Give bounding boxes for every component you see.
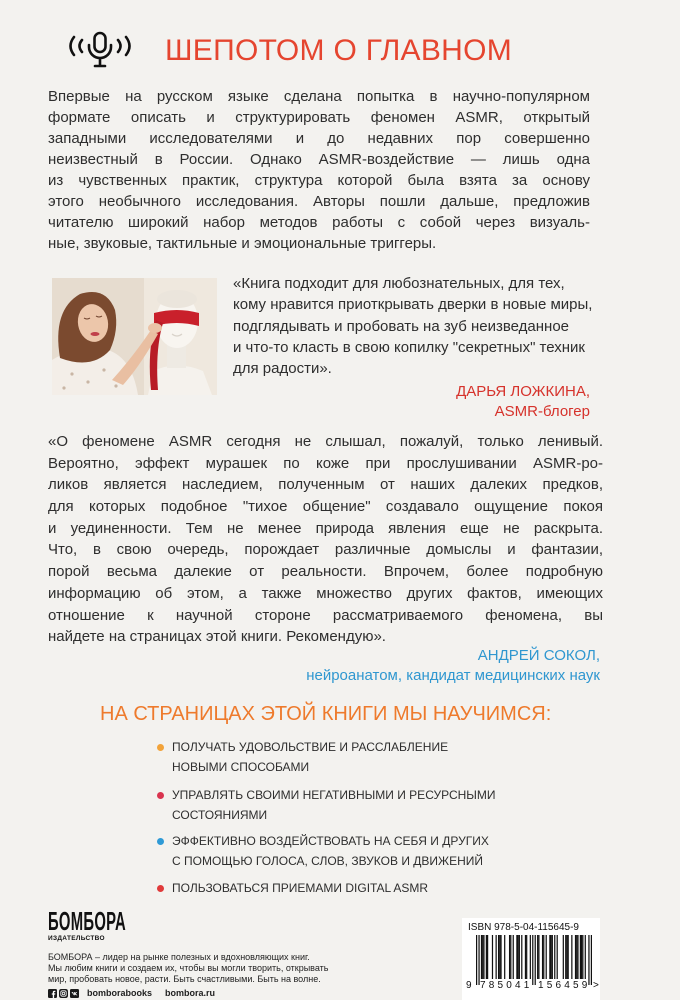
barcode-bar <box>498 935 499 979</box>
barcode-bar <box>481 935 482 979</box>
publisher-about-line: мир, пробовать новое, расти. Быть счастливыми. Быть на волне. <box>48 974 321 984</box>
barcode-bar <box>482 935 483 979</box>
list-item-line: ЭФФЕКТИВНО ВОЗДЕЙСТВОВАТЬ НА СЕБЯ И ДРУГИХ <box>172 834 489 848</box>
bullet-dot <box>157 885 164 892</box>
publisher-logo: БОМБОРА <box>48 906 126 936</box>
bullet-dot <box>157 792 164 799</box>
bullet-dot <box>157 744 164 751</box>
ean-quiet-zone-mark: > <box>593 980 599 991</box>
barcode-bar <box>576 935 577 979</box>
quote-2-line: ликов является наследием, полученным от наших далеких предков, <box>48 476 603 494</box>
barcode-bar <box>476 935 477 985</box>
quote-1-line: кому нравится приоткрывать дверки в новые миры, <box>233 296 593 314</box>
barcode-bar <box>518 935 519 979</box>
intro-line: читателю широкий набор методов работы с собой через визуаль- <box>48 214 590 231</box>
barcode-bar <box>575 935 576 979</box>
isbn-barcode <box>462 918 600 1000</box>
list-item-line: НОВЫМИ СПОСОБАМИ <box>172 760 310 774</box>
barcode-bar <box>538 935 539 979</box>
quote-1-author-role: ASMR-блогер <box>494 403 590 420</box>
quote-2-line: Что, в свою очередь, порождает различные домыслы и фантазии, <box>48 541 603 559</box>
social-handle: bomborabooks <box>87 988 153 998</box>
quote-2-line: найдете на страницах этой книги. Рекомендую». <box>48 628 386 646</box>
barcode-bar <box>500 935 501 979</box>
list-item-line: СОСТОЯНИЯМИ <box>172 808 268 822</box>
list-item-line: ПОЛУЧАТЬ УДОВОЛЬСТВИЕ И РАССЛАБЛЕНИЕ <box>172 740 449 754</box>
publisher-about <box>48 952 328 985</box>
instagram-icon <box>59 989 68 998</box>
barcode-bar <box>546 935 547 979</box>
barcode-bar <box>535 935 536 985</box>
microphone-icon <box>67 30 133 70</box>
barcode-bar <box>530 935 531 979</box>
quote-1-line: «Книга подходит для любознательных, для тех, <box>233 275 565 292</box>
barcode-bar <box>478 935 479 985</box>
barcode-bar <box>483 935 484 979</box>
learn-heading: НА СТРАНИЦАХ ЭТОЙ КНИГИ МЫ НАУЧИМСЯ: <box>100 703 552 725</box>
barcode-bars <box>476 935 592 985</box>
publisher-logo-subtitle: ИЗДАТЕЛЬСТВО <box>48 935 105 942</box>
intro-line: формате описать и структурировать феномен ASMR, открытый <box>48 109 590 126</box>
social-links <box>48 988 215 999</box>
barcode-bar <box>568 935 569 979</box>
quote-2-line: «О феномене ASMR сегодня не слышал, пожалуй, только ленивый. <box>48 433 603 450</box>
quote-2-line: для которых подобное "тихое общение" создавало ощущение покоя <box>48 498 603 516</box>
intro-line: ные, звуковые, тактильные и эмоциональные триггеры. <box>48 235 437 252</box>
barcode-bar <box>591 935 592 985</box>
barcode-bar <box>542 935 543 979</box>
quote-2-line: порой весьма далекие от реальности. Впрочем, более подробную <box>48 563 603 581</box>
barcode-bar <box>492 935 493 979</box>
barcode-bar <box>565 935 566 979</box>
barcode-bar <box>510 935 511 979</box>
quote-1 <box>233 273 608 379</box>
quote-1-author: ДАРЬЯ ЛОЖКИНА, <box>456 383 590 400</box>
intro-line: из чувственных практик, структура которой была взята за основу <box>48 172 590 189</box>
publisher-about-line: БОМБОРА – лидер на рынке полезных и вдохновляющих книг. <box>48 952 310 962</box>
barcode-bar <box>504 935 505 979</box>
reviewer-photo <box>52 278 217 395</box>
book-title: ШЕПОТОМ О ГЛАВНОМ <box>165 34 513 67</box>
barcode-bar <box>516 935 517 979</box>
barcode-bar <box>577 935 578 979</box>
publisher-website: bombora.ru <box>165 988 216 998</box>
barcode-bar <box>571 935 572 979</box>
barcode-bar <box>496 935 497 979</box>
barcode-bar <box>532 935 533 985</box>
publisher-about-line: Мы любим книги и создаем их, чтобы вы могли творить, открывать <box>48 963 329 973</box>
quote-1-line: для радости». <box>233 360 332 378</box>
facebook-icon <box>48 989 57 998</box>
quote-2-line: Вероятно, эффект мурашек по коже при прослушивании ASMR-ро- <box>48 454 603 472</box>
quote-1-line: и что-то класть в свою копилку "секретных" техник <box>233 338 585 356</box>
vk-icon <box>70 989 79 998</box>
barcode-bar <box>557 935 558 979</box>
quote-2 <box>48 431 603 648</box>
bullet-dot <box>157 838 164 845</box>
list-item-line: С ПОМОЩЬЮ ГОЛОСА, СЛОВ, ЗВУКОВ И ДВИЖЕНИЙ <box>172 854 484 868</box>
barcode-bar <box>581 935 582 979</box>
ean-left-digits: 785041 <box>480 980 533 991</box>
barcode-bar <box>526 935 527 979</box>
quote-2-author: АНДРЕЙ СОКОЛ, <box>477 647 600 664</box>
quote-2-line: и уединенности. Тем не менее природа явления еще не раскрыта. <box>48 519 603 537</box>
quote-2-author-role: нейроанатом, кандидат медицинских наук <box>306 667 600 684</box>
barcode-bar <box>585 935 586 979</box>
quote-2-line: информацию об этом, а также множество других фактов, имеющих <box>48 584 603 602</box>
barcode-bar <box>563 935 564 979</box>
barcode-bar <box>543 935 544 979</box>
barcode-bar <box>519 935 520 979</box>
quote-2-line: отношение к научной стороне рассматриваемого феномена, вы <box>48 606 603 624</box>
barcode-bar <box>509 935 510 979</box>
ean-first-digit: 9 <box>466 980 472 991</box>
barcode-bar <box>521 935 522 979</box>
barcode-bar <box>487 935 488 979</box>
barcode-bar <box>525 935 526 979</box>
barcode-bar <box>552 935 553 979</box>
barcode-bar <box>486 935 487 979</box>
quote-1-line: подглядывать и пробовать на зуб неизведанное <box>233 317 570 335</box>
barcode-bar <box>582 935 583 979</box>
barcode-bar <box>554 935 555 979</box>
intro-line: Впервые на русском языке сделана попытка в научно-популярном <box>48 88 590 105</box>
list-item-line: ПОЛЬЗОВАТЬСЯ ПРИЕМАМИ DIGITAL ASMR <box>172 881 429 895</box>
list-item-line: УПРАВЛЯТЬ СВОИМИ НЕГАТИВНЫМИ И РЕСУРСНЫМИ <box>172 788 496 802</box>
barcode-bar <box>499 935 500 979</box>
barcode-bar <box>537 935 538 979</box>
intro-line: этого необычного исследования. Авторы пошли дальше, предложив <box>48 193 590 210</box>
barcode-bar <box>513 935 514 979</box>
barcode-bar <box>566 935 567 979</box>
barcode-bar <box>588 935 589 985</box>
intro-line: неизвестный в России. Однако ASMR-воздействие — лишь одна <box>48 151 590 168</box>
barcode-bar <box>550 935 551 979</box>
barcode-bar <box>580 935 581 979</box>
intro-paragraph <box>48 86 590 254</box>
ean-right-digits: 156459 <box>538 980 591 991</box>
intro-line: западными исследователями и до недавних пор совершенно <box>48 130 590 147</box>
barcode-bar <box>549 935 550 979</box>
isbn-number: ISBN 978-5-04-115645-9 <box>468 922 579 933</box>
